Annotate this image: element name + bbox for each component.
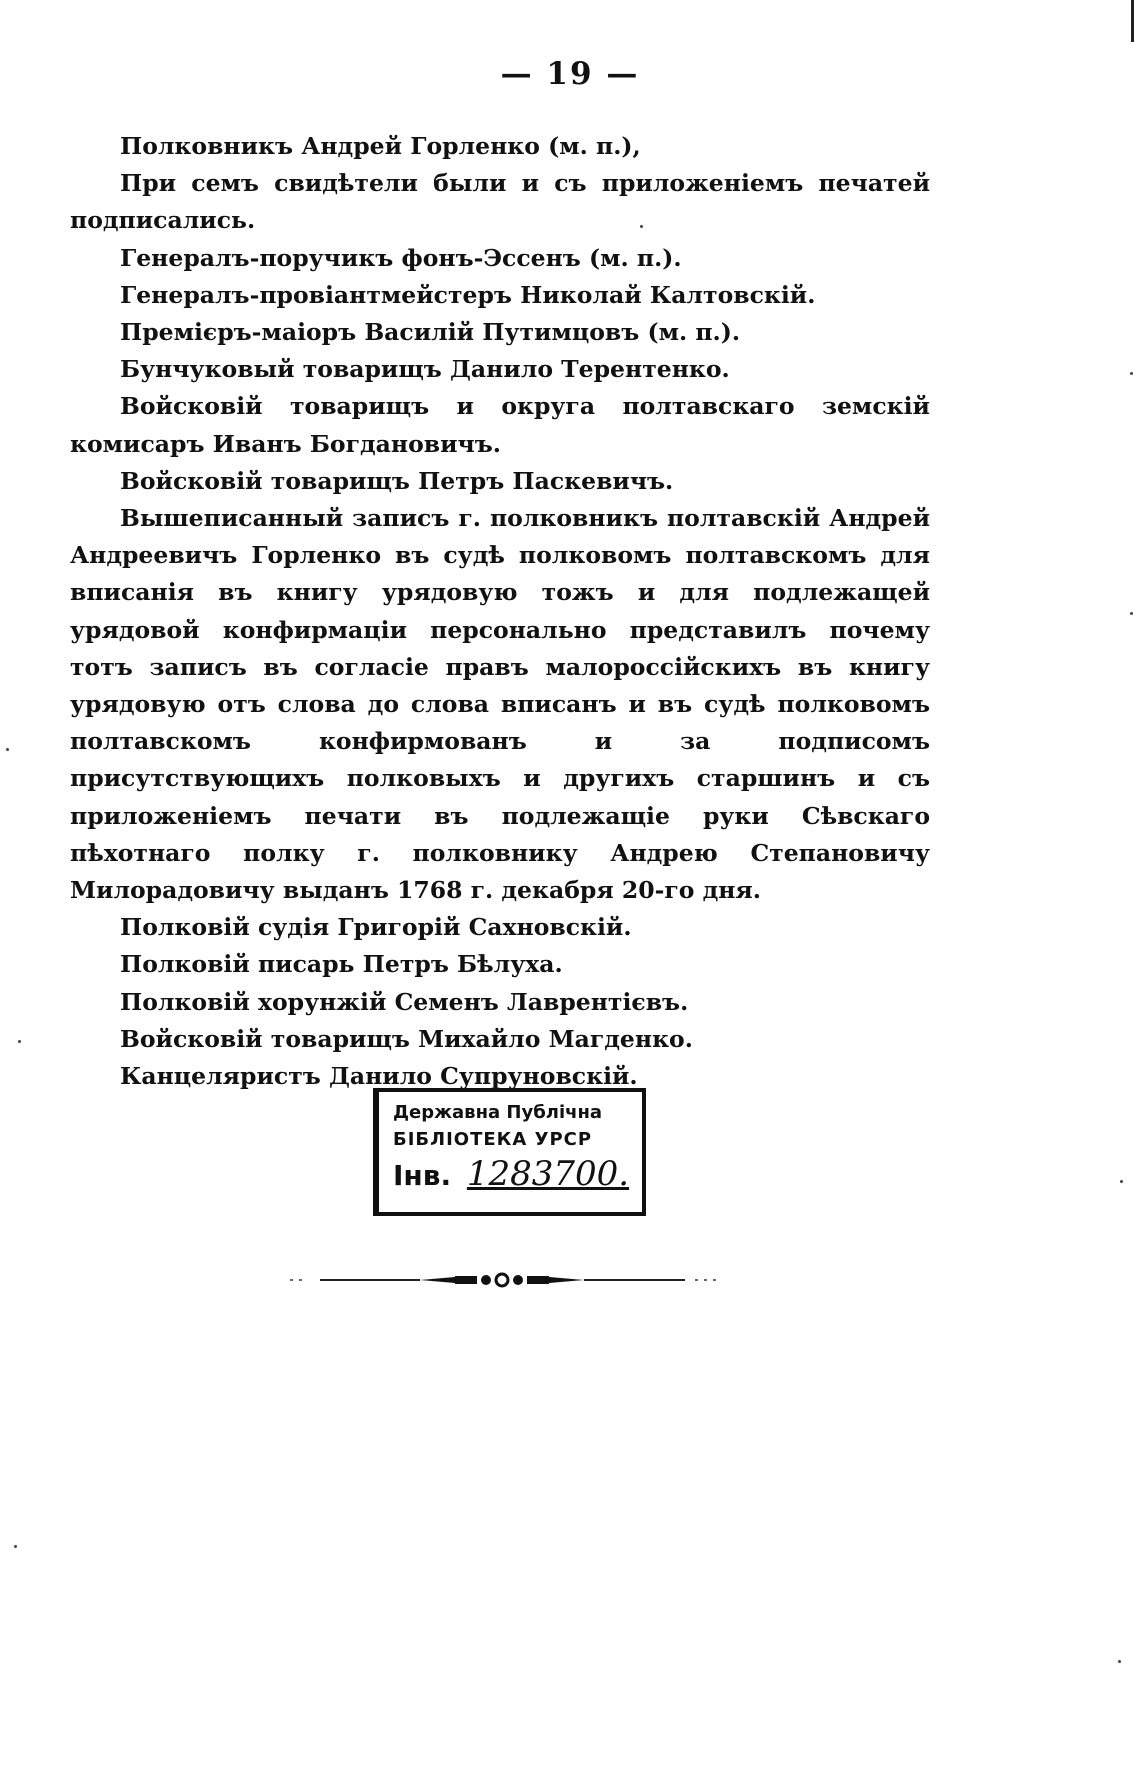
text-line-signature: Полковій писарь Петръ Бѣлуха. (120, 950, 563, 979)
text-line-signature: Канцеляристъ Данило Супруновскій. (120, 1062, 638, 1091)
scan-edge-line (1131, 0, 1134, 42)
text-line-signature: Премієръ-маіоръ Василій Путимцовъ (м. п.). (120, 318, 741, 347)
text-line-signature: Полковникъ Андрей Горленко (м. п.), (120, 132, 641, 160)
text-paragraph-witnesses: При семъ свидѣтели были и съ приложеніемъ печатей подписались. (70, 169, 930, 235)
scan-speck (18, 1040, 21, 1043)
text-line-signature: Полковій хорунжій Семенъ Лаврентієвъ. (120, 987, 689, 1016)
text-line-signature: Генералъ-провіантмейстеръ Николай Калтовскій. (120, 280, 816, 309)
scan-speck (6, 748, 9, 751)
stamp-inventory-number: 1283700. (466, 1154, 630, 1194)
ornament-divider-icon (290, 1265, 720, 1295)
text-paragraph-main: Вышеписанный записъ г. полковникъ полтавскій Андрей Андреевичъ Горленко въ судѣ полковомъ полтавскомъ для вписанія въ книгу урядовую тожъ и для подлежащей урядовой конфирмаціи персонально представилъ почему тотъ записъ въ согласіе правъ малороссійскихъ въ книгу урядовую отъ слова до слова вписанъ и въ судѣ полковомъ полтавскомъ конфирмованъ и за подписомъ присутствующихъ полковыхъ и другихъ старшинъ и съ приложеніемъ печати въ подлежащіе руки Сѣвскаго пѣхотнаго полку г. полковнику Андрею Степановичу Милорадовичу выданъ 1768 г. декабря 20-го дня. (70, 504, 930, 905)
text-line-signature: Бунчуковый товарищъ Данило Терентенко. (120, 355, 730, 384)
library-stamp (373, 1088, 646, 1216)
text-line-signature: Войсковій товарищъ Михайло Магденко. (120, 1024, 693, 1053)
scan-speck (1118, 1660, 1121, 1663)
scan-speck (14, 1545, 17, 1548)
text-line-signature: Полковій судія Григорій Сахновскій. (120, 913, 632, 942)
text-line-signature: Войсковій товарищъ Петръ Паскевичъ. (120, 466, 674, 495)
stamp-line-2: БІБЛІОТЕКА УРСР (393, 1129, 593, 1150)
stamp-inventory-label: Інв. (393, 1159, 452, 1192)
stamp-line-1: Державна Публічна (393, 1102, 603, 1123)
document-text (70, 128, 930, 1095)
text-paragraph-signature: Войсковій товарищъ и округа полтавскаго земскій комисаръ Иванъ Богдановичъ. (70, 392, 930, 458)
text-line-signature: Генералъ-поручикъ фонъ-Эссенъ (м. п.). (120, 243, 682, 272)
scan-speck (1130, 372, 1133, 375)
scan-speck (1120, 1180, 1123, 1183)
scan-speck (1130, 612, 1133, 615)
scan-speck (640, 225, 643, 228)
stamp-inventory (393, 1154, 632, 1196)
page-number: — 19 — (500, 56, 640, 92)
